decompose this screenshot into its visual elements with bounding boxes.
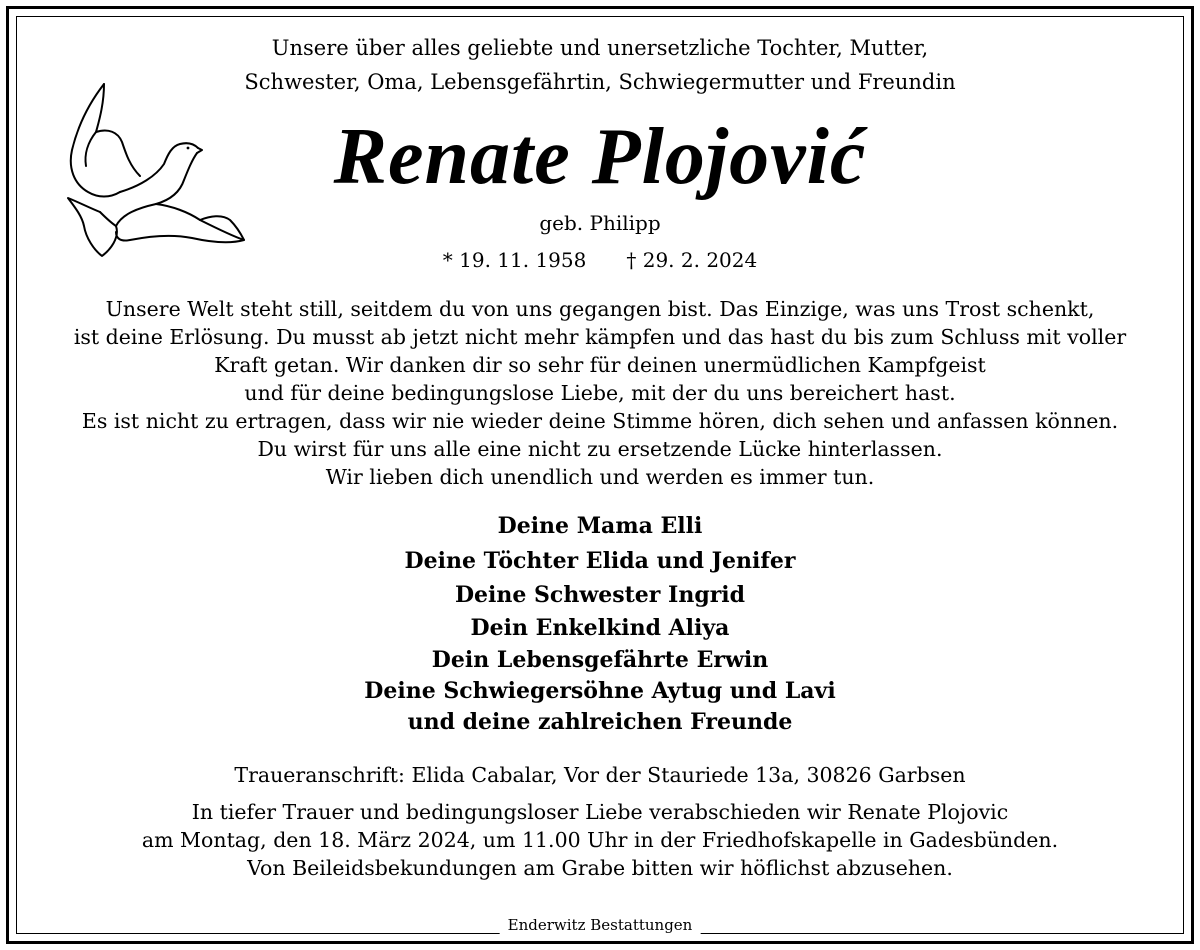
message-line: Wir lieben dich unendlich und werden es immer tun. <box>325 465 875 489</box>
undertaker-name: Enderwitz Bestattungen <box>500 916 701 934</box>
mourner: Dein Enkelkind Aliya <box>470 615 730 641</box>
message-line: und für deine bedingungslose Liebe, mit der du uns bereichert hast. <box>244 381 956 405</box>
mourner: Deine Schwester Ingrid <box>454 582 746 608</box>
message-line: Unsere Welt steht still, seitdem du von uns gegangen bist. Das Einzige, was uns Trost schenkt, <box>105 297 1095 321</box>
deceased-name: Renate Plojović <box>333 113 867 201</box>
undertaker-container <box>16 916 1184 936</box>
message-line: Du wirst für uns alle eine nicht zu ersetzende Lücke hinterlassen. <box>257 437 943 461</box>
mourner: Dein Lebensgefährte Erwin <box>431 647 769 673</box>
funeral-line: Von Beileidsbekundungen am Grabe bitten wir höflichst abzusehen. <box>247 856 953 880</box>
message-line: Es ist nicht zu ertragen, dass wir nie wieder deine Stimme hören, dich sehen und anfassen können. <box>81 409 1119 433</box>
mourner: Deine Töchter Elida und Jenifer <box>404 548 796 574</box>
message-line: ist deine Erlösung. Du musst ab jetzt nicht mehr kämpfen und das hast du bis zum Schluss mit voller <box>73 325 1127 349</box>
message-line: Kraft getan. Wir danken dir so sehr für deinen unermüdlichen Kampfgeist <box>214 353 986 377</box>
mourner: Deine Mama Elli <box>497 513 703 539</box>
mourner: und deine zahlreichen Freunde <box>407 709 793 735</box>
life-dates <box>0 248 1200 272</box>
funeral-line: In tiefer Trauer und bedingungsloser Liebe verabschieden wir Renate Plojovic <box>191 800 1009 824</box>
mourner: Deine Schwiegersöhne Aytug und Lavi <box>364 678 836 704</box>
intro-line-1: Unsere über alles geliebte und unersetzliche Tochter, Mutter, <box>271 36 929 60</box>
intro-line-2: Schwester, Oma, Lebensgefährtin, Schwiegermutter und Freundin <box>244 70 956 94</box>
birth-date: * 19. 11. 1958 <box>442 248 587 272</box>
funeral-line: am Montag, den 18. März 2024, um 11.00 Uhr in der Friedhofskapelle in Gadesbünden. <box>141 828 1059 852</box>
mourning-address: Traueranschrift: Elida Cabalar, Vor der Stauriede 13a, 30826 Garbsen <box>234 763 966 787</box>
birth-name: geb. Philipp <box>539 211 661 235</box>
death-date: † 29. 2. 2024 <box>626 248 758 272</box>
